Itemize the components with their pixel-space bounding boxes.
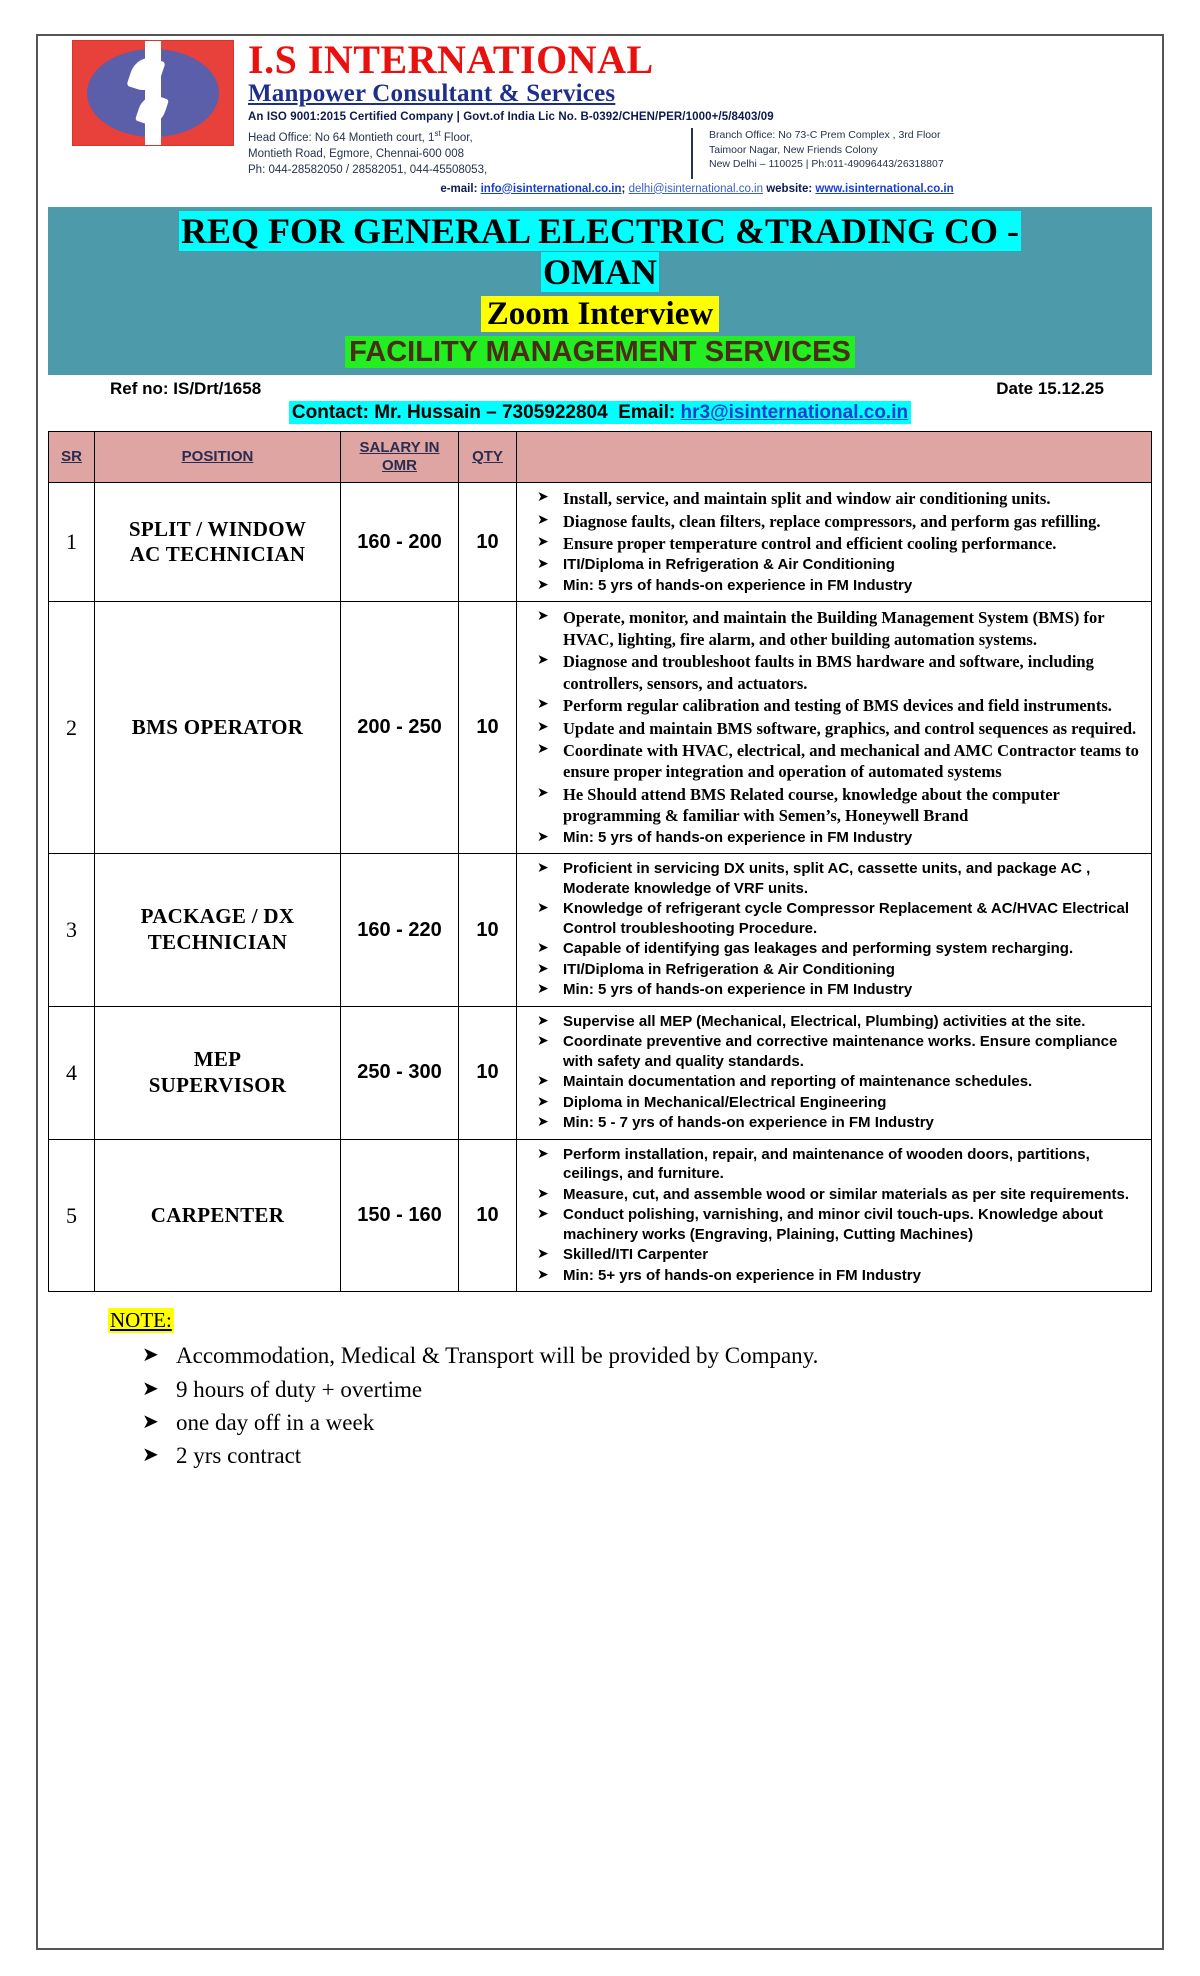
header-salary xyxy=(341,432,459,483)
duty-item: ➤ Diagnose faults, clean filters, replace compressors, and perform gas refilling. xyxy=(521,511,1143,532)
company-logo-icon xyxy=(72,40,234,146)
letterhead xyxy=(48,34,1152,199)
website-link[interactable]: www.isinternational.co.in xyxy=(815,182,954,195)
note-list xyxy=(108,1339,1152,1472)
header-qty xyxy=(459,432,517,483)
cell-position xyxy=(95,854,341,1007)
cell-duties xyxy=(517,1139,1152,1292)
duty-item: ➤ Coordinate with HVAC, electrical, and mechanical and AMC Contractor teams to ensure proper integration and operation of automated systems xyxy=(521,740,1143,783)
cell-position xyxy=(95,602,341,854)
banner-title-line-2 xyxy=(48,252,1152,294)
position-line-1: CARPENTER xyxy=(150,1202,285,1227)
head-office-line-1-text: Head Office: No 64 Montieth court, 1 xyxy=(248,132,435,145)
head-office-ordinal: st xyxy=(434,129,441,139)
position-line-2: AC TECHNICIAN xyxy=(129,542,306,567)
contact-person: Contact: Mr. Hussain – 7305922804 xyxy=(291,402,608,424)
banner-zoom-interview xyxy=(48,295,1152,334)
table-row xyxy=(49,1006,1152,1139)
branch-office-phone: New Delhi – 110025 | Ph:011-49096443/26318807 xyxy=(709,158,944,171)
head-office-line-1 xyxy=(248,128,683,147)
cell-qty: 10 xyxy=(459,483,517,602)
duty-item: ➤ Perform installation, repair, and maintenance of wooden doors, partitions, ceilings, and furniture. xyxy=(521,1145,1143,1184)
header-salary-line-2: OMR xyxy=(382,457,417,475)
duty-item: ➤ Min: 5 yrs of hands-on experience in FM Industry xyxy=(521,828,1143,848)
table-header-row xyxy=(49,432,1152,483)
banner-title-line-2-text: OMAN xyxy=(543,252,657,293)
cell-salary: 160 - 220 xyxy=(341,854,459,1007)
branch-office-line-2: Taimoor Nagar, New Friends Colony xyxy=(709,143,878,156)
branch-office-line-1: Branch Office: No 73-C Prem Complex , 3rd Floor xyxy=(709,129,941,142)
email-link-delhi[interactable]: delhi@isinternational.co.in xyxy=(628,182,763,195)
cell-duties xyxy=(517,483,1152,602)
note-item: ➤ 9 hours of duty + overtime xyxy=(142,1373,1152,1406)
jobs-table xyxy=(48,431,1152,1292)
head-office-block xyxy=(248,128,691,178)
duty-list xyxy=(521,859,1143,1000)
table-row xyxy=(49,602,1152,854)
cell-salary: 250 - 300 xyxy=(341,1006,459,1139)
office-addresses xyxy=(248,128,1152,178)
duty-item: ➤ Operate, monitor, and maintain the Building Management System (BMS) for HVAC, lighting, fire alarm, and other building automation systems. xyxy=(521,607,1143,650)
company-identity xyxy=(248,37,1152,195)
cell-qty: 10 xyxy=(459,1139,517,1292)
duty-list xyxy=(521,1145,1143,1286)
position-line-2: TECHNICIAN xyxy=(147,930,288,955)
duty-item: ➤ ITI/Diploma in Refrigeration & Air Conditioning xyxy=(521,555,1143,575)
duty-item: ➤ Supervise all MEP (Mechanical, Electrical, Plumbing) activities at the site. xyxy=(521,1012,1143,1032)
cell-duties xyxy=(517,854,1152,1007)
position-line-1: SPLIT / WINDOW xyxy=(128,516,307,541)
head-office-line-1-end: Floor, xyxy=(440,132,473,145)
cell-sr: 4 xyxy=(49,1006,95,1139)
header-sr xyxy=(49,432,95,483)
contact-highlight xyxy=(289,401,911,424)
email-link-info[interactable]: info@isinternational.co.in xyxy=(480,182,622,195)
duty-item: ➤ Knowledge of refrigerant cycle Compressor Replacement & AC/HVAC Electrical Control troubleshooting Procedure. xyxy=(521,899,1143,938)
cell-position xyxy=(95,483,341,602)
cell-salary: 200 - 250 xyxy=(341,602,459,854)
reference-row xyxy=(48,375,1152,399)
duty-item: ➤ Min: 5 yrs of hands-on experience in FM Industry xyxy=(521,576,1143,596)
table-row xyxy=(49,483,1152,602)
position-line-1: PACKAGE / DX xyxy=(140,904,295,929)
head-office-phone: Ph: 044-28582050 / 28582051, 044-45508053, xyxy=(248,163,488,176)
branch-office-block xyxy=(691,128,1152,178)
note-section xyxy=(48,1292,1152,1472)
email-label: e-mail: xyxy=(440,182,478,195)
iso-license-line: An ISO 9001:2015 Certified Company | Govt.of India Lic No. B-0392/CHEN/PER/1000+/5/8403/09 xyxy=(248,111,774,124)
cell-position xyxy=(95,1006,341,1139)
header-position-text: POSITION xyxy=(181,448,254,466)
contact-email-link[interactable]: hr3@isinternational.co.in xyxy=(680,402,909,424)
duty-list xyxy=(521,488,1143,595)
banner-title-line-1-text: REQ FOR GENERAL ELECTRIC &TRADING CO - xyxy=(180,210,1020,251)
duty-item: ➤ Min: 5+ yrs of hands-on experience in FM Industry xyxy=(521,1266,1143,1286)
duty-item: ➤ Perform regular calibration and testing of BMS devices and field instruments. xyxy=(521,695,1143,716)
cell-sr: 5 xyxy=(49,1139,95,1292)
cell-position xyxy=(95,1139,341,1292)
table-row xyxy=(49,854,1152,1007)
cell-qty: 10 xyxy=(459,1006,517,1139)
duty-item: ➤ Skilled/ITI Carpenter xyxy=(521,1245,1143,1265)
duty-list xyxy=(521,607,1143,847)
title-banner xyxy=(48,207,1152,375)
duty-item: ➤ He Should attend BMS Related course, knowledge about the computer programming & familiar with Semen’s, Honeywell Brand xyxy=(521,784,1143,827)
note-item: ➤ one day off in a week xyxy=(142,1406,1152,1439)
duty-item: ➤ Install, service, and maintain split and window air conditioning units. xyxy=(521,488,1143,509)
reference-number: Ref no: IS/Drt/1658 xyxy=(110,379,262,399)
cell-sr: 3 xyxy=(49,854,95,1007)
banner-service-text: FACILITY MANAGEMENT SERVICES xyxy=(345,336,855,368)
banner-title-line-1 xyxy=(48,211,1152,253)
email-separator: ; xyxy=(621,182,626,195)
cell-duties xyxy=(517,602,1152,854)
company-name: I.S INTERNATIONAL xyxy=(248,37,654,82)
cell-salary: 150 - 160 xyxy=(341,1139,459,1292)
table-row xyxy=(49,1139,1152,1292)
contact-email-label: Email: xyxy=(618,402,676,424)
position-line-2: SUPERVISOR xyxy=(148,1072,287,1097)
header-salary-line-1: SALARY IN xyxy=(359,439,440,457)
duty-item: ➤ Min: 5 yrs of hands-on experience in FM Industry xyxy=(521,980,1143,1000)
document-date: Date 15.12.25 xyxy=(996,379,1104,399)
duty-item: ➤ Measure, cut, and assemble wood or similar materials as per site requirements. xyxy=(521,1185,1143,1205)
head-office-line-2: Montieth Road, Egmore, Chennai-600 008 xyxy=(248,147,465,160)
duty-item: ➤ Maintain documentation and reporting of maintenance schedules. xyxy=(521,1072,1143,1092)
duty-item: ➤ Update and maintain BMS software, graphics, and control sequences as required. xyxy=(521,718,1143,739)
duty-item: ➤ Min: 5 - 7 yrs of hands-on experience in FM Industry xyxy=(521,1113,1143,1133)
cell-qty: 10 xyxy=(459,854,517,1007)
header-qty-text: QTY xyxy=(472,448,503,466)
header-duties xyxy=(517,432,1152,483)
duty-item: ➤ Conduct polishing, varnishing, and minor civil touch-ups. Knowledge about machinery works (Engraving, Plaining, Cutting Machines) xyxy=(521,1205,1143,1244)
cell-qty: 10 xyxy=(459,602,517,854)
cell-sr: 1 xyxy=(49,483,95,602)
header-position xyxy=(95,432,341,483)
duty-item: ➤ Ensure proper temperature control and efficient cooling performance. xyxy=(521,533,1143,554)
position-line-1: BMS OPERATOR xyxy=(131,715,304,740)
duty-item: ➤ Diagnose and troubleshoot faults in BMS hardware and software, including controllers, sensors, and actuators. xyxy=(521,651,1143,694)
duty-item: ➤ Diploma in Mechanical/Electrical Engineering xyxy=(521,1093,1143,1113)
cell-duties xyxy=(517,1006,1152,1139)
duty-item: ➤ ITI/Diploma in Refrigeration & Air Conditioning xyxy=(521,960,1143,980)
header-sr-text: SR xyxy=(61,448,82,466)
duty-item: ➤ Coordinate preventive and corrective maintenance works. Ensure compliance with safety and quality standards. xyxy=(521,1032,1143,1071)
banner-zoom-interview-text: Zoom Interview xyxy=(481,296,719,332)
note-item: ➤ Accommodation, Medical & Transport will be provided by Company. xyxy=(142,1339,1152,1372)
position-line-1: MEP xyxy=(193,1047,242,1072)
duty-item: ➤ Capable of identifying gas leakages and performing system recharging. xyxy=(521,939,1143,959)
cell-sr: 2 xyxy=(49,602,95,854)
website-label: website: xyxy=(766,182,813,195)
note-item: ➤ 2 yrs contract xyxy=(142,1439,1152,1472)
cell-salary: 160 - 200 xyxy=(341,483,459,602)
duty-list xyxy=(521,1012,1143,1133)
company-tagline: Manpower Consultant & Services xyxy=(248,80,616,108)
banner-service-line xyxy=(48,336,1152,369)
contact-row xyxy=(48,399,1152,429)
note-title: NOTE: xyxy=(110,1308,172,1333)
duty-item: ➤ Proficient in servicing DX units, split AC, cassette units, and package AC , Moderate knowledge of VRF units. xyxy=(521,859,1143,898)
letterhead-contact-line xyxy=(248,183,1152,195)
